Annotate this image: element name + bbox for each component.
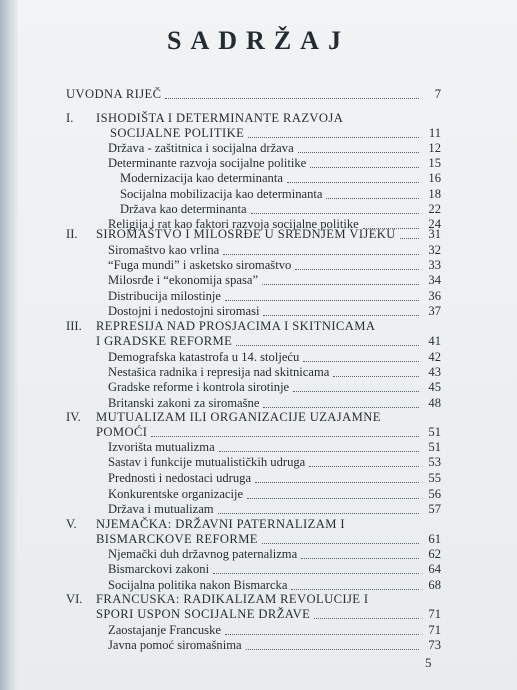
toc-entry-title: Dostojni i nedostojni siromasi (108, 304, 260, 318)
toc-dot-leader (223, 254, 419, 255)
toc-dot-leader (151, 436, 419, 437)
toc-page-number: 53 (428, 455, 441, 469)
toc-entry-title: BISMARCKOVE REFORME (96, 532, 258, 546)
toc-entry-title: Socijalna mobilizacija kao determinanta (120, 187, 323, 201)
toc-dot-leader (291, 589, 419, 590)
toc-entry-title: “Fuga mundi” i asketsko siromaštvo (108, 258, 292, 272)
toc-entry-title: Država kao determinanta (120, 202, 247, 216)
toc-page-number: 62 (428, 547, 441, 561)
toc-page-number: 32 (428, 243, 441, 257)
toc-page-number: 11 (428, 126, 441, 140)
toc-page-number: 15 (428, 156, 441, 170)
toc-entry-title: III. (66, 319, 82, 333)
toc-entry-title: Determinante razvoja socijalne politike (108, 156, 307, 170)
toc-page-number: 24 (428, 217, 441, 231)
toc-page-number: 64 (428, 562, 441, 576)
toc-page-number: 56 (428, 487, 441, 501)
toc-entry-title: REPRESIJA NAD PROSJACIMA I SKITNICAMA (96, 319, 376, 333)
toc-page-number: 16 (428, 171, 441, 185)
toc-entry-title: V. (66, 517, 77, 531)
toc-entry-title: Država - zaštitnica i socijalna država (108, 141, 294, 155)
toc-dot-leader (262, 543, 419, 544)
toc-entry-title: Britanski zakoni za siromašne (108, 396, 260, 410)
toc-entry-title: I. (66, 111, 74, 125)
toc-entry-title: Demografska katastrofa u 14. stoljeću (108, 350, 300, 364)
toc-page-number: 57 (428, 502, 441, 516)
toc-dot-leader (262, 284, 419, 285)
toc-page-number: 51 (428, 425, 441, 439)
toc-entry-title: POMOĆI (96, 425, 148, 439)
toc-dot-leader (165, 98, 419, 99)
book-gutter (0, 0, 18, 690)
toc-entry-title: Distribucija milostinje (108, 289, 221, 303)
toc-entry-title: Siromaštvo kao vrlina (108, 243, 220, 257)
toc-entry-title: Sastav i funkcije mutualističkih udruga (108, 455, 306, 469)
toc-dot-leader (255, 482, 419, 483)
page-title: SADRŽAJ (167, 26, 350, 55)
toc-dot-leader (251, 213, 419, 214)
toc-page-number: 36 (428, 289, 441, 303)
toc-entry-title: Modernizacija kao determinanta (120, 171, 283, 185)
toc-entry-title: IV. (66, 410, 81, 424)
toc-entry-title: ISHODIŠTA I DETERMINANTE RAZVOJA (96, 111, 344, 125)
toc-page-number: 71 (428, 623, 441, 637)
toc-entry-title: Država i mutualizam (108, 502, 214, 516)
toc-page-number: 33 (428, 258, 441, 272)
toc-dot-leader (263, 407, 419, 408)
toc-dot-leader (219, 451, 419, 452)
toc-entry-title: Milosrđe i “ekonomija spasa” (108, 273, 259, 287)
toc-page-number: 34 (428, 273, 441, 287)
toc-dot-leader (263, 315, 419, 316)
toc-page-number: 31 (428, 227, 441, 241)
toc-dot-leader (225, 634, 419, 635)
toc-entry-title: UVODNA RIJEČ (66, 87, 162, 101)
toc-entry-title: SPORI USPON SOCIJALNE DRŽAVE (96, 607, 311, 621)
toc-entry-title: Javna pomoć siromašnima (108, 638, 242, 652)
toc-entry-title: VI. (66, 592, 83, 606)
toc-page-number: 22 (428, 202, 441, 216)
toc-dot-leader (225, 300, 419, 301)
toc-page-number: 7 (434, 87, 441, 101)
toc-page-number: 18 (428, 187, 441, 201)
toc-entry-title: Prednosti i nedostaci udruga (108, 471, 252, 485)
toc-dot-leader (248, 137, 419, 138)
toc-dot-leader (287, 182, 419, 183)
toc-dot-leader (246, 649, 419, 650)
toc-page-number: 71 (428, 607, 441, 621)
toc-dot-leader (247, 498, 419, 499)
toc-entry-title: FRANCUSKA: RADIKALIZAM REVOLUCIJE I (96, 592, 369, 606)
toc-page-number: 61 (428, 532, 441, 546)
toc-dot-leader (213, 573, 419, 574)
toc-entry-title: Izvorišta mutualizma (108, 440, 215, 454)
toc-entry-title: I GRADSKE REFORME (96, 334, 233, 348)
toc-page-number: 43 (428, 365, 441, 379)
toc-entry-title: Gradske reforme i kontrola sirotinje (108, 380, 290, 394)
toc-entry-title: SOCIJALNE POLITIKE (110, 126, 245, 140)
toc-dot-leader (218, 513, 419, 514)
toc-entry-title: SIROMAŠTVO I MILOSRĐE U SREDNJEM VIJEKU (96, 227, 396, 241)
toc-page-number: 41 (428, 334, 441, 348)
toc-entry-title: NJEMAČKA: DRŽAVNI PATERNALIZAM I (96, 517, 345, 531)
toc-entry-title: Socijalna politika nakon Bismarcka (108, 578, 288, 592)
toc-entry-title: Zaostajanje Francuske (108, 623, 221, 637)
toc-page-number: 55 (428, 471, 441, 485)
toc-page-number: 51 (428, 440, 441, 454)
toc-entry-title: Religija i rat kao faktori razvoja socijalne politike (108, 217, 359, 231)
toc-entry-title: MUTUALIZAM ILI ORGANIZACIJE UZAJAMNE (96, 410, 381, 424)
toc-page-number: 12 (428, 141, 441, 155)
toc-page-number: 48 (428, 396, 441, 410)
toc-page-number: 73 (428, 638, 441, 652)
toc-entry-title: Bismarckovi zakoni (108, 562, 210, 576)
toc-entry-title: Njemački duh državnog paternalizma (108, 547, 298, 561)
toc-entry-title: II. (66, 227, 78, 241)
page-number: 5 (425, 655, 432, 670)
toc-page-number: 42 (428, 350, 441, 364)
toc-dot-leader (236, 345, 419, 346)
toc-page-number: 37 (428, 304, 441, 318)
toc-entry-title: Nestašica radnika i represija nad skitnicama (108, 365, 330, 379)
toc-page-number: 45 (428, 380, 441, 394)
toc-page-number: 68 (428, 578, 441, 592)
toc-entry-title: Konkurentske organizacije (108, 487, 244, 501)
